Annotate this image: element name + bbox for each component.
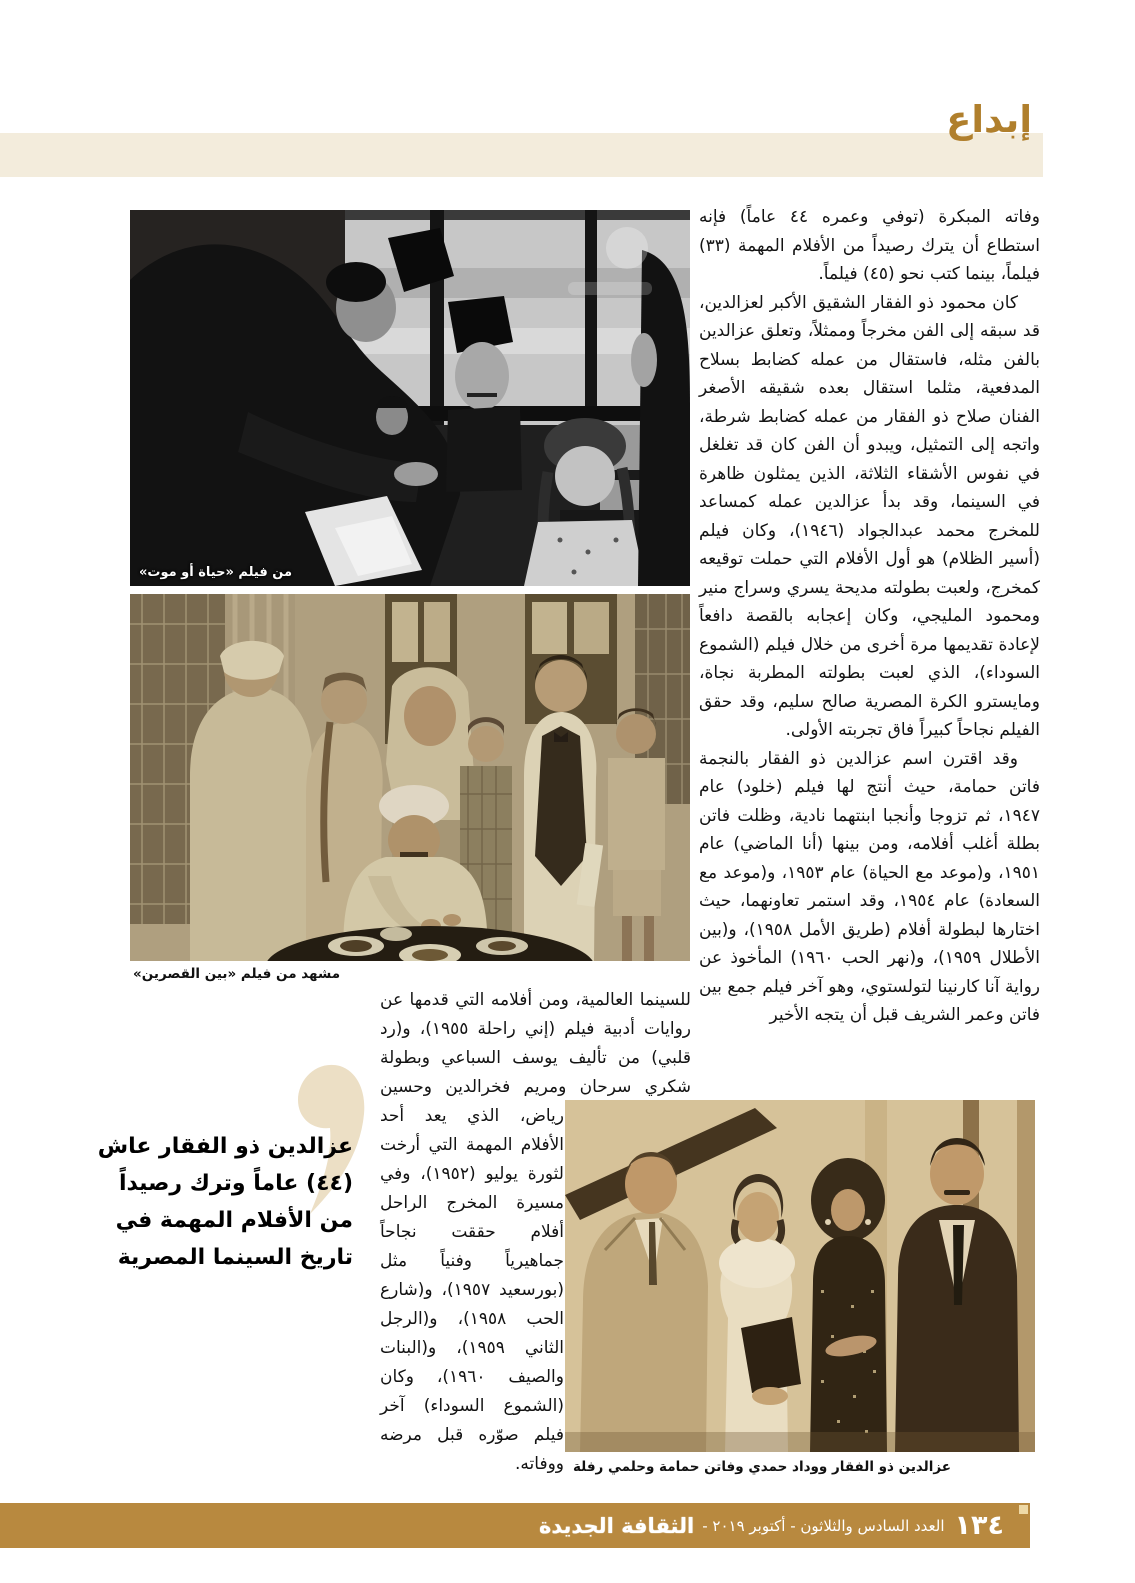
film-still-bayn-al-qasrayn bbox=[130, 594, 690, 961]
paragraph-4: للسينما العالمية، ومن أفلامه التي قدمها عن روايات أدبية فيلم (إني راحلة ١٩٥٥)، و(رد قلبي) من تأليف يوسف السباعي وبطولة شكري سرحان ومريم فخرالدين وحسين رياض، الذي يعد أحد الأفلام المهمة التي أرخت لثورة يوليو (١٩٥٢)، وفي مسيرة المخرج الراحل أفلام حققت نجاحاً جماهيرياً وفنياً مثل (بورسعيد ١٩٥٧)، و(شارع الحب ١٩٥٨)، و(الرجل الثاني ١٩٥٩)، و(البنات والصيف ١٩٦٠)، وكان (الشموع السوداء) آخر فيلم صوّره قبل مرضه ووفاته. bbox=[380, 990, 691, 1474]
footer-bar bbox=[0, 1503, 1030, 1548]
photo2-caption: مشهد من فيلم «بين القصرين» bbox=[133, 966, 341, 982]
article-column-right bbox=[699, 203, 1040, 1030]
paragraph-1: وفاته المبكرة (توفي وعمره ٤٤ عاماً) فإنه استطاع أن يترك رصيداً من الأفلام المهمة (٣٣) فيلماً، بينما كتب نحو (٤٥) فيلماً. bbox=[699, 207, 1040, 284]
footer-corner-mark bbox=[1019, 1505, 1028, 1514]
tram-scene-illustration bbox=[130, 210, 690, 586]
pull-quote: عزالدين ذو الفقار عاش (٤٤) عاماً وترك رصيداً من الأفلام المهمة في تاريخ السينما المصرية bbox=[97, 1134, 353, 1270]
issue-info: العدد السادس والثلاثون - أكتوبر ٢٠١٩ - bbox=[702, 1516, 945, 1535]
magazine-logo: الثقافة الجديدة bbox=[539, 1513, 695, 1538]
paragraph-2: كان محمود ذو الفقار الشقيق الأكبر لعزالدين، قد سبقه إلى الفن مخرجاً وممثلاً، وتعلق عزالدين بالفن مثله، فاستقال من عمله كضابط بسلاح المدفعية، مثلما استقال بعده شقيقه الأصغر الفنان صلاح ذو الفقار من عمله كضابط شرطة، واتجه إلى التمثيل، ويبدو أن الفن كان قد تغلغل في نفوس الأشقاء الثلاثة، الذين يمثلون ظاهرة في السينما، وقد بدأ عزالدين عمله كمساعد للمخرج محمد عبدالجواد (١٩٤٦)، وكان فيلم (أسير الظلام) هو أول الأفلام التي حملت توقيعه كمخرج، ولعبت بطولته مديحة يسري وسراج منير ومحمود المليجي، وكان إعجابه بالقصة دافعاً لإعادة تقديمها مرة أخرى من خلال فيلم (الشموع السوداء)، الذي لعبت بطولته المطربة نجاة، ومايسترو الكرة المصرية صالح سليم، وقد حقق الفيلم نجاحاً كبيراً فاق تجربته الأولى. bbox=[699, 292, 1040, 740]
header-band bbox=[0, 133, 1043, 177]
family-scene-illustration bbox=[130, 594, 690, 961]
text-wrap-spacer bbox=[691, 986, 692, 1102]
footer-content bbox=[539, 1503, 1004, 1548]
photo1-caption: من فيلم «حياة أو موت» bbox=[139, 565, 292, 580]
girl-dress bbox=[524, 520, 646, 586]
paragraph-3: وقد اقترن اسم عزالدين ذو الفقار بالنجمة فاتن حمامة، حيث أنتج لها فيلم (خلود) عام ١٩٤٧، ثم تزوجا وأنجبا ابنتهما نادية، وظلت فاتن بطلة أغلب أفلامه، ومن بينها (أنا الماضي) عام ١٩٥١، و(موعد مع الحياة) عام ١٩٥٣، و(موعد مع السعادة) عام ١٩٥٤، وقد استمر تعاونهما، حيث اختارها لبطولة أفلام (طريق الأمل ١٩٥٨)، و(بين الأطلال ١٩٥٩)، و(نهر الحب ١٩٦٠) المأخوذ عن رواية آنا كارنينا لتولستوي، وهو آخر فيلم جمع بين فاتن وعمر الشريف قبل أن يتجه الأخير bbox=[699, 748, 1041, 1025]
film-still-life-or-death bbox=[130, 210, 690, 586]
group-photo-zulficar-hamama bbox=[565, 1100, 1035, 1452]
page-number: ١٣٤ bbox=[954, 1510, 1004, 1541]
group-photo-illustration bbox=[565, 1100, 1035, 1452]
photo3-caption: عزالدين ذو الفقار ووداد حمدي وفاتن حمامة وحلمي رفلة bbox=[573, 1459, 951, 1475]
section-title: إبداع bbox=[946, 98, 1032, 141]
